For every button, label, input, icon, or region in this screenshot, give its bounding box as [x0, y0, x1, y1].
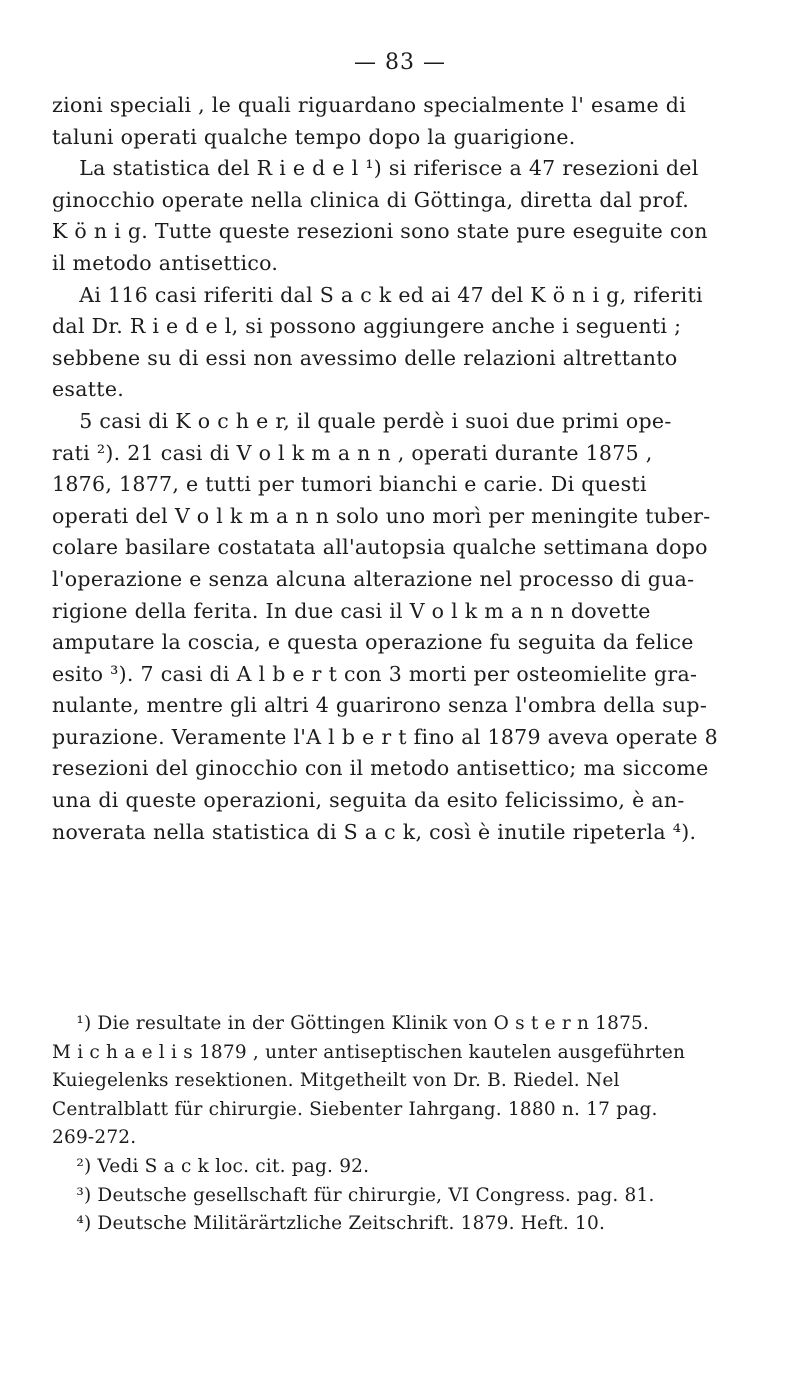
footnote-line: ¹) Die resultate in der Göttingen Klinik von O s t e r n 1875. [52, 1013, 650, 1034]
body-line: 1876, 1877, e tutti per tumori bianchi e carie. Di questi [52, 472, 647, 497]
body-text [52, 90, 742, 848]
body-line: il metodo antisettico. [52, 250, 279, 275]
body-line: purazione. Veramente l'A l b e r t fino al 1879 aveva operate 8 [52, 724, 718, 749]
body-line: rigione della ferita. In due casi il V o l k m a n n dovette [52, 598, 651, 623]
body-line: ginocchio operate nella clinica di Göttinga, diretta dal prof. [52, 187, 690, 212]
body-line: resezioni del ginocchio con il metodo antisettico; ma siccome [52, 756, 709, 781]
footnote-line: ³) Deutsche gesellschaft für chirurgie, VI Congress. pag. 81. [52, 1184, 655, 1206]
body-line: Ai 116 casi riferiti dal S a c k ed ai 47 del K ö n i g, riferiti [52, 282, 703, 307]
body-line: operati del V o l k m a n n solo uno morì per meningite tuber- [52, 503, 711, 528]
body-line: sebbene su di essi non avessimo delle relazioni altrettanto [52, 345, 678, 370]
body-line: 5 casi di K o c h e r, il quale perdè i suoi due primi ope- [52, 408, 672, 433]
body-line: rati ²). 21 casi di V o l k m a n n , operati durante 1875 , [52, 440, 653, 465]
footnote-line: M i c h a e l i s 1879 , unter antiseptischen kautelen ausgeführten [52, 1041, 686, 1063]
body-line: nulante, mentre gli altri 4 guarirono senza l'ombra della sup- [52, 693, 708, 718]
body-line: esito ³). 7 casi di A l b e r t con 3 morti per osteomielite gra- [52, 661, 698, 686]
body-line: zioni speciali , le quali riguardano specialmente l' esame di [52, 93, 687, 117]
body-line: La statistica del R i e d e l ¹) si riferisce a 47 resezioni del [52, 156, 699, 181]
body-line: amputare la coscia, e questa operazione fu seguita da felice [52, 630, 694, 655]
body-line: K ö n i g. Tutte queste resezioni sono state pure eseguite con [52, 219, 708, 244]
body-line: dal Dr. R i e d e l, si possono aggiungere anche i seguenti ; [52, 314, 682, 339]
body-line: una di queste operazioni, seguita da esito felicissimo, è an- [52, 788, 685, 813]
page-number: — 83 — [354, 50, 446, 75]
body-line: l'operazione e senza alcuna alterazione nel processo di gua- [52, 566, 695, 591]
footnote-line: ⁴) Deutsche Militärärtzliche Zeitschrift. 1879. Heft. 10. [52, 1213, 606, 1235]
footnote-line: Centralblatt für chirurgie. Siebenter Iahrgang. 1880 n. 17 pag. [52, 1098, 658, 1120]
body-line: esatte. [52, 377, 125, 402]
body-line: colare basilare costatata all'autopsia qualche settimana dopo [52, 535, 708, 560]
body-line: taluni operati qualche tempo dopo la guarigione. [52, 124, 576, 149]
body-line: noverata nella statistica di S a c k, così è inutile ripeterla ⁴). [52, 819, 697, 844]
footnotes [52, 1010, 742, 1239]
footnote-line: 269-272. [52, 1127, 137, 1149]
footnote-line: ²) Vedi S a c k loc. cit. pag. 92. [52, 1155, 370, 1177]
footnote-line: Kuiegelenks resektionen. Mitgetheilt von Dr. B. Riedel. Nel [52, 1070, 620, 1092]
